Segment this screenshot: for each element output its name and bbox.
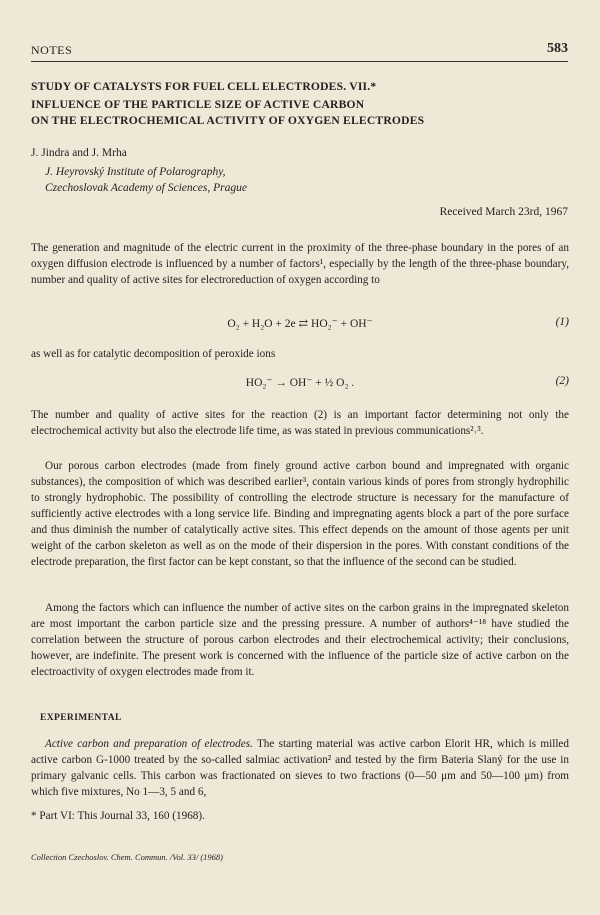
equation-1-number: (1) bbox=[555, 316, 569, 328]
paragraph-peroxide: as well as for catalytic decomposition of peroxide ions bbox=[31, 348, 276, 360]
received-date: Received March 23rd, 1967 bbox=[439, 206, 568, 218]
affiliation-line-2: Czechoslovak Academy of Sciences, Prague bbox=[45, 182, 247, 194]
equation-2-formula: HO₂⁻ → OH⁻ + ½ O₂ . bbox=[245, 377, 355, 389]
paragraph-active-sites: The number and quality of active sites for the reaction (2) is an important factor determining not only the electrochemical activity but also the electrode life time, as was stated in previous communications²˒³. bbox=[31, 409, 569, 437]
experimental-text: The starting material was active carbon Elorit HR, which is milled active carbon G-1000 treated by the so-called salmiac activation² and tested by the firm Bateria Slaný for the use in primary galvanic cells. This carbon was fractionated on sieves to two fractions (0—50 μm and 50—100 μm) from which five mixtures, No 1—3, 5 and 6, bbox=[31, 738, 569, 798]
equation-1 bbox=[31, 316, 569, 334]
footnote: * Part VI: This Journal 33, 160 (1968). bbox=[31, 810, 205, 822]
journal-footer: Collection Czechoslov. Chem. Commun. /Vol. 33/ (1968) bbox=[31, 852, 224, 862]
page-number: 583 bbox=[547, 41, 568, 56]
affiliation-line-1: J. Heyrovský Institute of Polarography, bbox=[45, 166, 226, 178]
header-rule bbox=[31, 61, 568, 62]
equation-2-number: (2) bbox=[555, 375, 569, 387]
title-line-3: ON THE ELECTROCHEMICAL ACTIVITY OF OXYGEN ELECTRODES bbox=[31, 114, 425, 127]
paragraph-experimental bbox=[31, 736, 569, 800]
section-heading-experimental: EXPERIMENTAL bbox=[40, 713, 122, 723]
title-line-1: STUDY OF CATALYSTS FOR FUEL CELL ELECTRODES. VII.* bbox=[31, 80, 377, 93]
title-line-2: INFLUENCE OF THE PARTICLE SIZE OF ACTIVE CARBON bbox=[31, 98, 365, 111]
equation-2 bbox=[31, 375, 569, 393]
paragraph-factors: Among the factors which can influence the number of active sites on the carbon grains in the impregnated skeleton are most important the carbon particle size and the pressing pressure. A number of authors⁴⁻¹⁸ have studied the correlation between the structure of porous carbon electrodes and their electrochemical activity; their conclusions, however, are indefinite. The present work is concerned with the influence of the particle size of active carbon on the electroactivity of oxygen electrodes made from it. bbox=[31, 602, 569, 678]
paragraph-porous-electrodes: Our porous carbon electrodes (made from finely ground active carbon bound and impregnated with organic substances), the composition of which was described earlier³, contain various kinds of pores from strongly hydrophilic to strongly hydrophobic. The possibility of controlling the electrode structure is necessary for the manufacture of sufficiently active electrodes with a long service life. Binding and impregnating agents block a part of the pore surface and thus diminish the number of catalytically active sites. This effect depends on the amount of those agents per unit weight of the carbon skeleton as well as on the mode of their dispersion in the pores. With constant conditions of the electrode preparation, the first factor can be kept constant, so that the influence of the second can be studied. bbox=[31, 460, 569, 568]
experimental-lead: Active carbon and preparation of electrodes. bbox=[45, 738, 253, 750]
paragraph-intro: The generation and magnitude of the electric current in the proximity of the three-phase boundary in the pores of an oxygen diffusion electrode is influenced by a number of factors¹, especially by the length of the three-phase boundary, number and quality of active sites for electroreduction of oxygen according to bbox=[31, 242, 569, 286]
authors: J. Jindra and J. Mrha bbox=[31, 147, 127, 159]
equation-1-formula: O₂ + H₂O + 2e ⇄ HO₂⁻ + OH⁻ bbox=[227, 318, 373, 330]
running-header: NOTES bbox=[31, 43, 73, 57]
